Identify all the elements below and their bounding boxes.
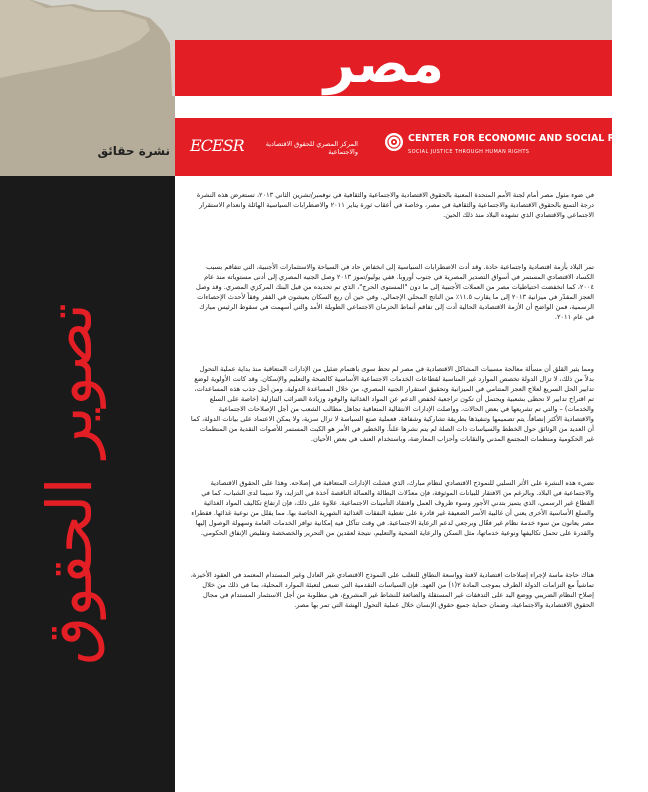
page-title: مصر [323, 32, 444, 95]
paragraph-concern: ومما يثير القلق أن مسألة معالجة مسببات المشاكل الاقتصادية في مصر لم تحظ سوى باهتمام ضئيل من الإدارات المتعاقبة منذ بداية عملية التحول بدلاً من ذلك، لا تزال الدولة تخصص الموارد غير المناسبة لقطاعات الخدمات الاجتماعية الأساسية كالصحة والتعليم والإسكان. وقد كانت الأولوية لوضع تدابير الحل السريع لعلاج العجز المتنامي في الميزانية وتحقيق استقرار الجنيه المصري، من خلال المساعدة الدولية. ومن أجل جذب هذه المساعدات، تم اقتراح تدابير لا تحظى بشعبية ويحتمل أن تكون تراجعية لخفض الدعم عن المواد الغذائية والوقود وزيادة الضرائب التنازلية (خاصة على السلع والخدمات) – والتي تم تشريعها في بعض الحالات. وواصلت الإدارات الانتقالية المتعاقبة تجاهل مطالب الشعب من أجل الإصلاحات الاجتماعية والاقتصادية الأكثر إنصافاً. يتم تصميمها وتنفيذها بطريقة تشاركية وشفافة. فعملية صنع السياسة لا تزال سرية، ولا يمكن الاعتماد على بيانات الدولة، كما أن العديد من الوثائق حول الخطط والسياسات ذات الصلة لم يتم نشرها علناً. والخطير في الأمر هو الكبت المستمر للأصوات النقدية من المنظمات غير الحكومية ومنظمات المجتمع المدني والنقابات وأحزاب المعارضة، وباستخدام العنف في بعض الأحيان. [190, 365, 594, 443]
body-content [190, 190, 594, 628]
paragraph-crisis: تمر البلاد بأزمة اقتصادية واجتماعية حادة. وقد أدت الاضطرابات السياسية إلى انخفاض حاد في السياحة والاستثمارات الأجنبية، التي تتفاقم بسبب الكساد الاقتصادي المستمر في أسواق التصدير المصرية في جنوب أوروبا. ففي يوليو/تموز ٢٠١٣ وصل الجنيه المصري إلى أدنى مستوياته منذ عام ٢٠٠٤، كما انخفضت احتياطيات مصر من العملات الأجنبية إلى ما دون "المستوى الحرج"، الذي تم تحديده من قبل البنك المركزي المصري. وقد وصل العجز المقدّر في ميزانية ٢٠١٣ إلى ما يقارب ١١.٥٪ من الناتج المحلي الإجمالي. وفي حين أن ربع السكان يعيشون في الفقر وفقاً لأحدث الإحصاءات الرسمية، فمن الواضح أن الأزمة الاقتصادية الحالية أدت إلى تفاقم أنماط الحرمان الاجتماعي الطويلة الأمد والتي أسهمت في سقوط الرئيس مبارك في عام ٢٠١١. [195, 263, 594, 321]
paragraph-reform: هناك حاجة ماسة لإجراء إصلاحات اقتصادية لافتة وواسعة النطاق للتغلب على النموذج الاقتصادي غير العادل وغير المستدام المعتمد في العقود الأخيرة، تماشياً مع التزامات الدولة الطرف بموجب المادة ٢(١) من العهد. فإن السياسات التقدمية التي تسعى لتعبئة الموارد المحلية، بما في ذلك من خلال إصلاح النظام الضريبي ووضع اليد على التدفقات غير المستقلة والضائعة للنشاط غير المشروع، هي مطلوبة من أجل الاستثمار المستدام في مجال الحقوق الاقتصادية والاجتماعية، وضمان حماية جميع حقوق الإنسان خلال عملية التحول الهشة التي تمر بها مصر. [190, 571, 594, 609]
series-label: نشرة حقائق [97, 144, 170, 158]
paragraph-intro: في ضوء مثول مصر أمام لجنة الأمم المتحدة المعنية بالحقوق الاقتصادية والاجتماعية والثقافية في نوفمبر/تشرين الثاني ٢٠١٣، تستعرض هذه النشرة درجة التمتع بالحقوق الاقتصادية والاجتماعية والثقافية في مصر، وخاصة في أعقاب ثورة يناير ٢٠١١ والاضطرابات السياسية الهائلة وانعدام الاستقرار الاجتماعي والاقتصادي الذي تشهده البلاد منذ ذلك الحين. [196, 191, 594, 219]
vertical-title: تصوير الحقوق [33, 303, 106, 665]
ecesr-name: المركز المصري للحقوق الاقتصادية والاجتماعية [265, 140, 358, 156]
cesr-tagline: SOCIAL JUSTICE THROUGH HUMAN RIGHTS [408, 149, 530, 155]
paragraph-impact: تضيء هذه النشرة على الأثر السلبي للنموذج الاقتصادي لنظام مبارك، الذي فشلت الإدارات المتعاقبة في إصلاحه. وهذا على الحقوق الاقتصادية والاجتماعية في البلاد. وبالرغم من الافتقار للبيانات الموثوقة، فإن معدّلات البطالة والعمالة الناقصة آخذة في التزايد، ولا سيما لدى الشباب، كما في القطاع غير الرسمي، الذي يتميز بتدني الأجور وسوء ظروف العمل وافتقاد التأمينات الاجتماعية. علاوة على ذلك، فإن ارتفاع تكاليف المواد الغذائية والسلع الأساسية الأخرى يعني أن غالبية الأسر الضعيفة غير قادرة على تغطية النفقات الغذائية الشهرية الخاصة بها. مما يقلل من نوعية غذائها. فقطراء مصر يعانون من سوء خدمة نظام غير فعّال وبرجعي لدعم الرعاية الاجتماعية. في وقت تتآكل فيه إمكانية توافر الخدمات العامة وسهولة الوصول إليها والقدرة على تحمل تكاليفها ونوعية خدماتها، مثل السكن والرعاية الصحية والتعليم، نتيجة لعقدين من التحرير والخصخصة وتقليص الإنفاق الحكومي. [191, 479, 594, 537]
cesr-name: CENTER FOR ECONOMIC AND SOCIAL RIGHTS [408, 133, 648, 144]
cesr-logo-icon [384, 132, 404, 152]
ecesr-logo: ECESR [190, 136, 244, 155]
